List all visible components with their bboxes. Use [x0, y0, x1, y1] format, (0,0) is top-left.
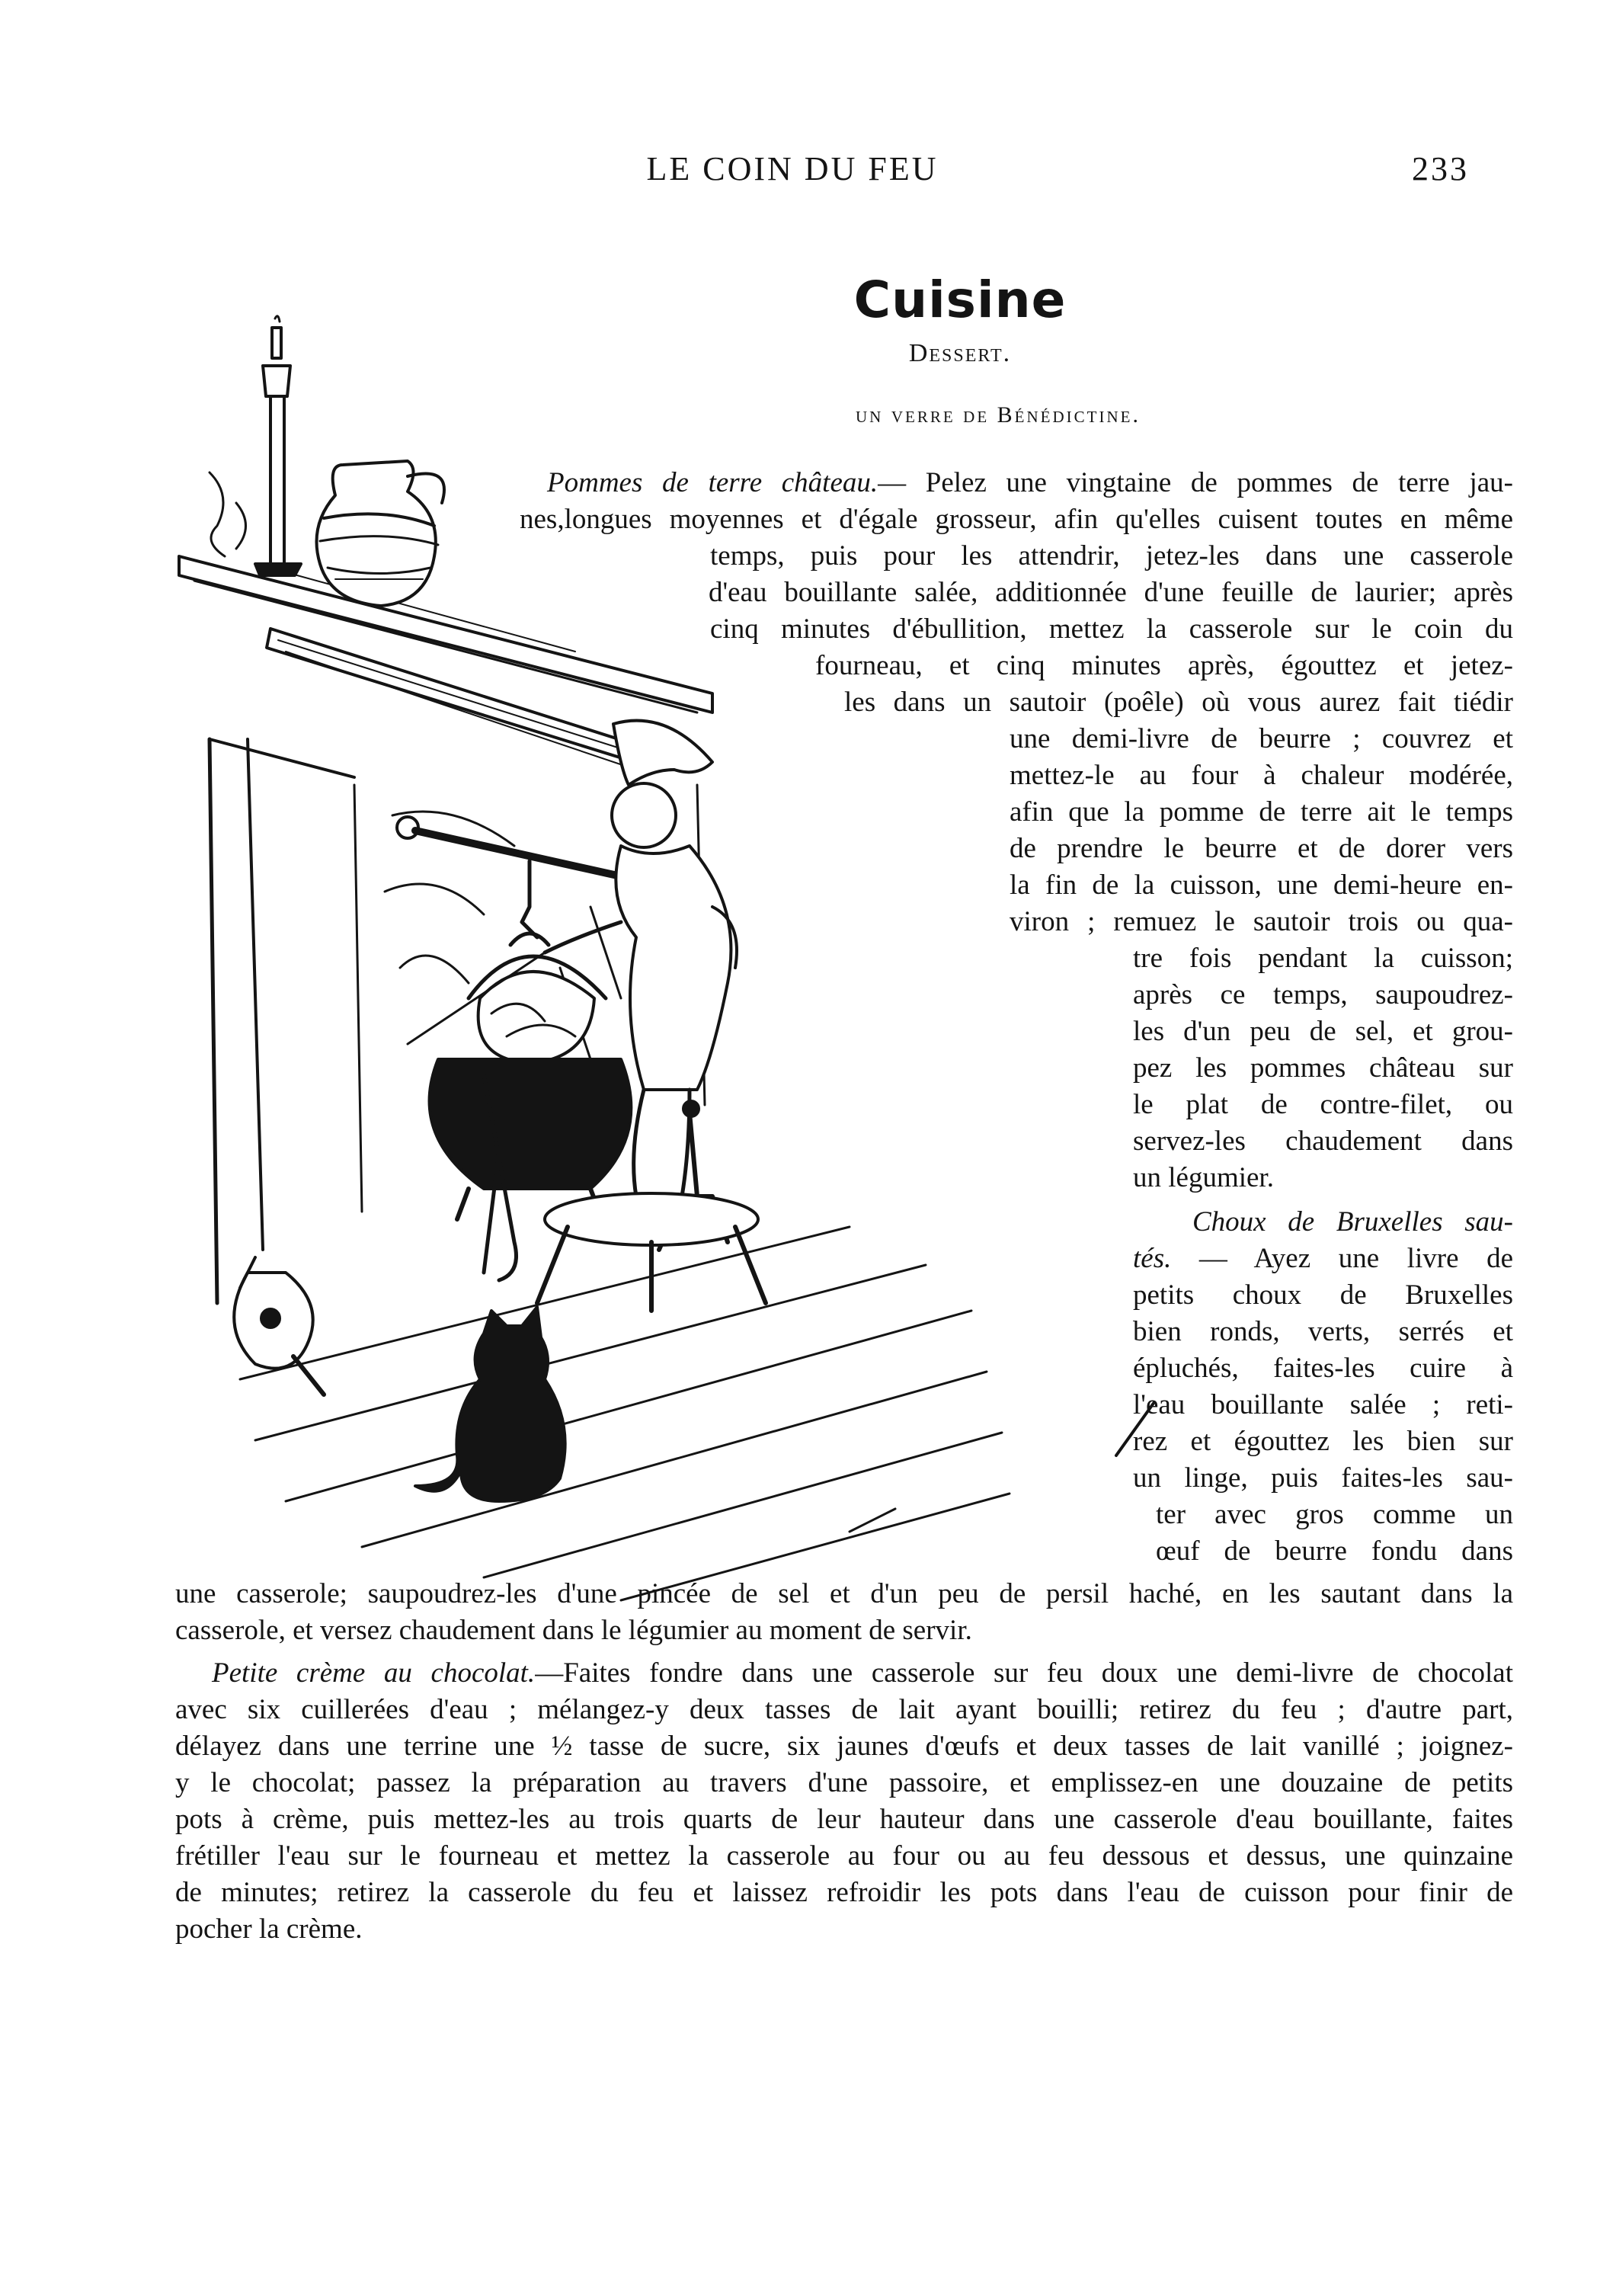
- candlestick-icon: [210, 316, 301, 575]
- section-subtitle: Dessert.: [908, 339, 1012, 367]
- text-line: Pommes de terre château.— Pelez une vingtaine de pommes de terre jau-: [547, 467, 1514, 498]
- text-line: temps, puis pour les attendrir, jetez-les dans une casserole: [710, 540, 1513, 572]
- text-line: le plat de contre-filet, ou: [1133, 1089, 1513, 1120]
- text-line: petits choux de Bruxelles: [1133, 1279, 1513, 1311]
- floor-planks: [240, 1227, 1010, 1600]
- text-line: les dans un sautoir (poêle) où vous aurez fait tiédir: [844, 687, 1513, 718]
- text-line: cinq minutes d'ébullition, mettez la casserole sur le coin du: [710, 613, 1513, 645]
- text-line: de prendre le beurre et de dorer vers: [1010, 833, 1513, 864]
- text-line: casserole, et versez chaudement dans le légumier au moment de servir.: [175, 1615, 972, 1646]
- text-line: une casserole; saupoudrez-les d'une pincée de sel et d'un peu de persil haché, en les sautant dans la: [175, 1578, 1513, 1609]
- text-line: servez-les chaudement dans: [1133, 1126, 1513, 1157]
- text-line: pez les pommes château sur: [1133, 1052, 1513, 1084]
- text-line: ter avec gros comme un: [1156, 1499, 1513, 1530]
- recipe-name: Choux de Bruxelles sau-: [1192, 1206, 1513, 1238]
- text-line: délayez dans une terrine une ½ tasse de sucre, six jaunes d'œufs et deux tasses de lait vanillé ; joignez-: [175, 1731, 1513, 1762]
- text-line: viron ; remuez le sautoir trois ou qua-: [1010, 906, 1513, 937]
- text-line: un linge, puis faites-les sau-: [1133, 1462, 1513, 1494]
- text-line: pots à crème, puis mettez-les au trois quarts de leur hauteur dans une casserole d'eau bouillante, faites: [175, 1804, 1513, 1835]
- text-line: y le chocolat; passez la préparation au travers d'une passoire, et emplissez-en une douzaine de petits: [175, 1767, 1513, 1798]
- text-line: Petite crème au chocolat.—Faites fondre dans une casserole sur feu doux une demi-livre de chocolat: [212, 1657, 1513, 1689]
- text-line: afin que la pomme de terre ait le temps: [1010, 796, 1513, 828]
- recipe-name-continued: tés.: [1133, 1243, 1172, 1274]
- bellows-icon: [234, 1257, 324, 1395]
- text-line: fourneau, et cinq minutes après, égouttez et jetez-: [815, 650, 1513, 681]
- text-line: bien ronds, verts, serrés et: [1133, 1316, 1513, 1347]
- text-line: avec six cuillerées d'eau ; mélangez-y deux tasses de lait ayant bouilli; retirez du feu ; d'autre part,: [175, 1694, 1513, 1725]
- text-line: les d'un peu de sel, et grou-: [1133, 1016, 1513, 1047]
- jug-icon: [317, 461, 445, 606]
- section-subtitle-2: un verre de Bénédictine.: [856, 402, 1141, 427]
- text-line: tre fois pendant la cuisson;: [1133, 943, 1513, 974]
- text-line: d'eau bouillante salée, additionnée d'une feuille de laurier; après: [709, 577, 1513, 608]
- recipe-name: Pommes de terre château.: [547, 467, 878, 498]
- page-number: 233: [1412, 150, 1469, 187]
- text-line: rez et égouttez les bien sur: [1133, 1426, 1513, 1457]
- recipe-name: Petite crème au chocolat.: [212, 1657, 536, 1689]
- text-line: la fin de la cuisson, une demi-heure en-: [1010, 869, 1513, 901]
- text-line: frétiller l'eau sur le fourneau et mettez la casserole au four ou au feu dessous et dessus, une quinzaine: [175, 1840, 1513, 1872]
- text-line: épluchés, faites-les cuire à: [1133, 1353, 1513, 1384]
- running-title: LE COIN DU FEU: [646, 150, 939, 187]
- text-line: de minutes; retirez la casserole du feu et laissez refroidir les pots dans l'eau de cuisson pour finir de: [175, 1877, 1513, 1908]
- text-line: mettez-le au four à chaleur modérée,: [1010, 760, 1513, 791]
- section-title: Cuisine: [853, 271, 1067, 329]
- text-line: pocher la crème.: [175, 1913, 363, 1945]
- text-line: l'eau bouillante salée ; reti-: [1133, 1389, 1513, 1420]
- text-line: nes,longues moyennes et d'égale grosseur, afin qu'elles cuisent toutes en même: [520, 504, 1513, 535]
- text-line: une demi-livre de beurre ; couvrez et: [1010, 723, 1513, 754]
- text-line: tés. — Ayez une livre de: [1133, 1243, 1513, 1274]
- text-line: œuf de beurre fondu dans: [1156, 1535, 1513, 1567]
- cat-icon: [415, 1307, 565, 1501]
- running-head: [175, 149, 1470, 195]
- text-line: un légumier.: [1133, 1162, 1274, 1193]
- text-line: après ce temps, saupoudrez-: [1133, 979, 1513, 1010]
